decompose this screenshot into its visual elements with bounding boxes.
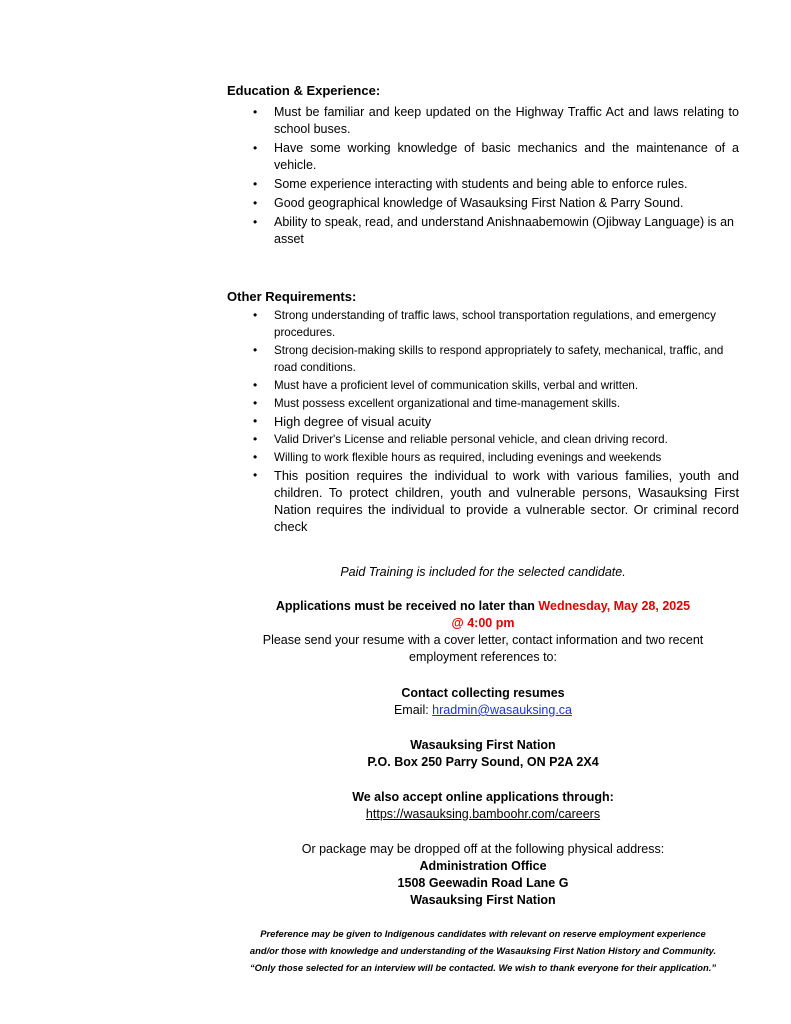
- training-note-text: Paid Training is included for the selected candidate.: [340, 565, 626, 579]
- footer-line2: and/or those with knowledge and understanding of the Wasauksing First Nation History and Community.: [249, 945, 717, 956]
- online-applications: [227, 789, 739, 823]
- list-item: • Have some working knowledge of basic mechanics and the maintenance of a vehicle.: [251, 140, 739, 174]
- deadline-date: Wednesday, May 28, 2025: [538, 599, 691, 613]
- email-link[interactable]: hradmin@wasauksing.ca: [432, 703, 573, 717]
- list-item: • Willing to work flexible hours as required, including evenings and weekends: [251, 449, 739, 466]
- deadline-prefix: Applications must be received no later than: [275, 599, 539, 613]
- education-list: [251, 104, 739, 250]
- contact-block: [227, 685, 739, 719]
- mailing-address: [227, 737, 739, 771]
- list-item: • Good geographical knowledge of Wasauksing First Nation & Parry Sound.: [251, 195, 739, 212]
- list-item: • Must possess excellent organizational and time-management skills.: [251, 395, 739, 412]
- dropoff-address: [227, 841, 739, 909]
- online-heading: We also accept online applications through:: [352, 790, 614, 804]
- list-item: • Must have a proficient level of communication skills, verbal and written.: [251, 377, 739, 394]
- application-instructions: Please send your resume with a cover letter, contact information and two recent employment references to:: [262, 633, 704, 664]
- dropoff-line3: Wasauksing First Nation: [410, 893, 556, 907]
- list-item: • High degree of visual acuity: [251, 413, 739, 430]
- mailing-address-line: P.O. Box 250 Parry Sound, ON P2A 2X4: [367, 755, 599, 769]
- list-item: • Ability to speak, read, and understand Anishnaabemowin (Ojibway Language) is an asset: [251, 214, 739, 248]
- list-item: • Some experience interacting with students and being able to enforce rules.: [251, 176, 739, 193]
- email-label: Email:: [393, 703, 433, 717]
- footer-line1: Preference may be given to Indigenous candidates with relevant on reserve employment experience: [260, 928, 706, 939]
- list-item: • Strong understanding of traffic laws, school transportation regulations, and emergency procedures.: [251, 307, 739, 341]
- list-item: • Must be familiar and keep updated on the Highway Traffic Act and laws relating to school buses.: [251, 104, 739, 138]
- contact-heading: Contact collecting resumes: [401, 686, 565, 700]
- deadline-time: @ 4:00 pm: [451, 616, 515, 630]
- application-deadline: [227, 598, 739, 666]
- dropoff-line1: Administration Office: [419, 859, 547, 873]
- dropoff-line2: 1508 Geewadin Road Lane G: [397, 876, 569, 890]
- list-item: • Valid Driver's License and reliable personal vehicle, and clean driving record.: [251, 431, 739, 448]
- other-requirements-list: [251, 307, 739, 536]
- education-heading: Education & Experience:: [227, 83, 381, 98]
- dropoff-intro: Or package may be dropped off at the following physical address:: [301, 842, 665, 856]
- other-requirements-heading: Other Requirements:: [227, 289, 357, 304]
- training-note: [227, 564, 739, 581]
- careers-link[interactable]: https://wasauksing.bamboohr.com/careers: [365, 807, 601, 821]
- list-item: • Strong decision-making skills to respond appropriately to safety, mechanical, traffic, and road conditions.: [251, 342, 739, 376]
- list-item: • This position requires the individual to work with various families, youth and children. To protect children, youth and vulnerable persons, Wasauksing First Nation requires the individual to provide a vulnerable sector. Or criminal record check: [251, 467, 739, 535]
- footer-line3: “Only those selected for an interview will be contacted. We wish to thank everyone for their application.”: [249, 962, 717, 973]
- mailing-org: Wasauksing First Nation: [410, 738, 556, 752]
- footer-note: [200, 925, 766, 976]
